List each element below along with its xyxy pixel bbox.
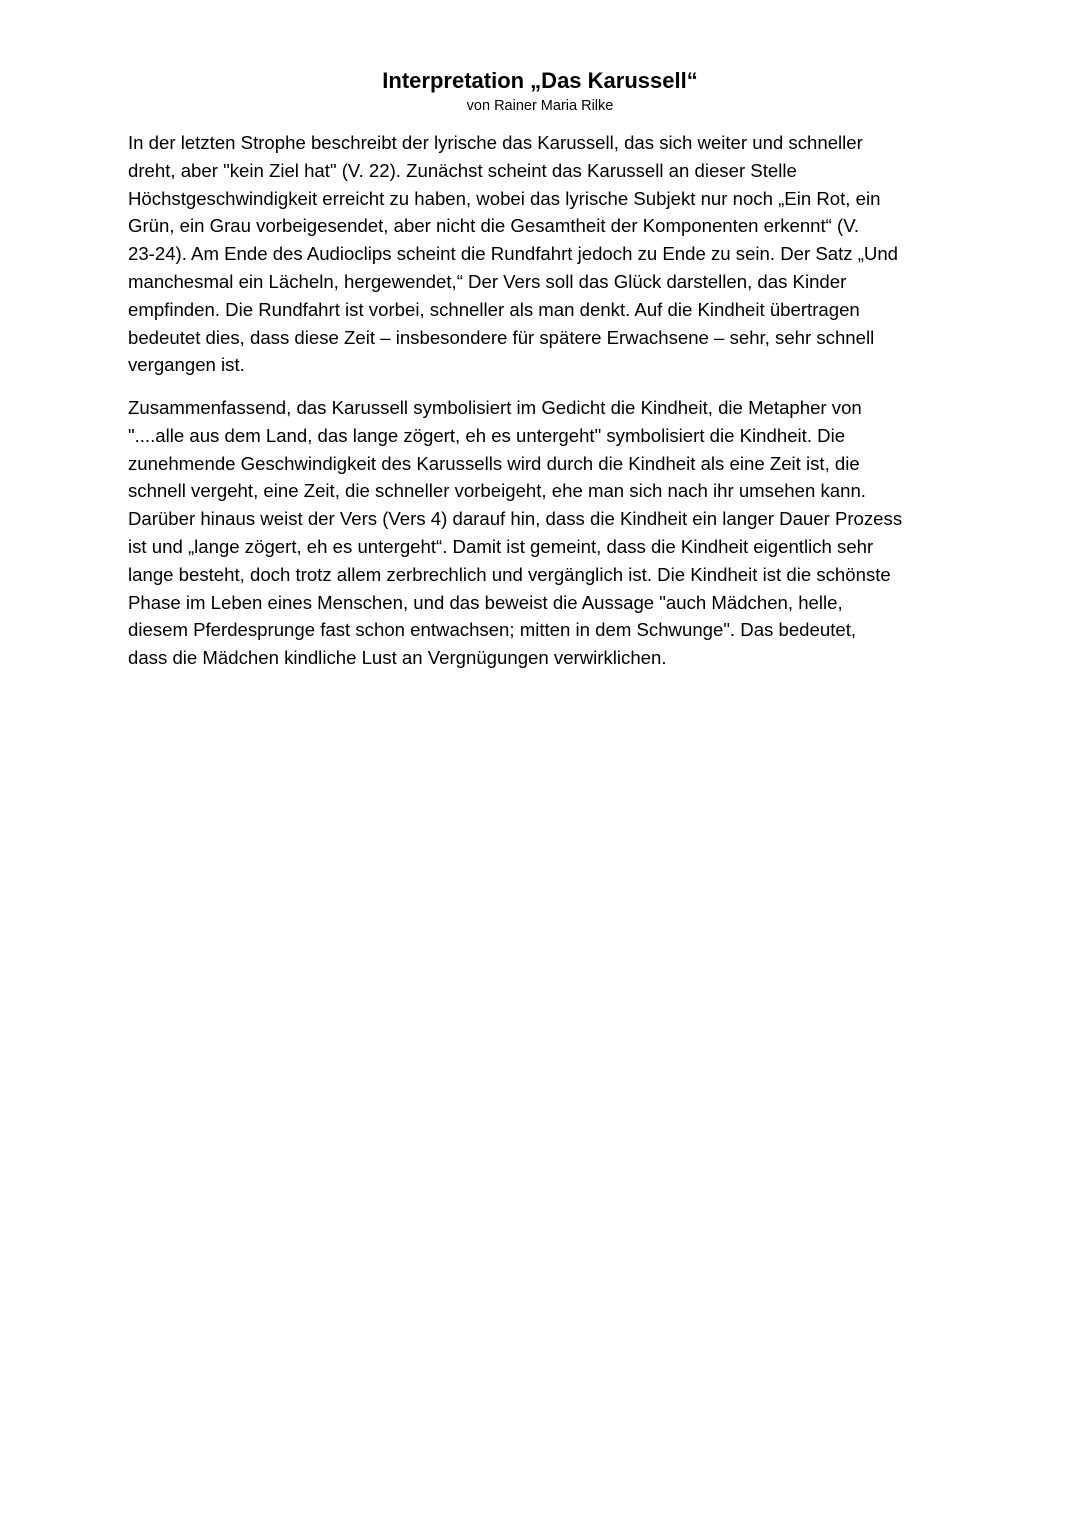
paragraph-line: "....alle aus dem Land, das lange zögert, eh es untergeht" symbolisiert die Kindheit. Die xyxy=(128,424,846,446)
paragraph-line: vergangen ist. xyxy=(128,354,245,376)
paragraph-line: schnell vergeht, eine Zeit, die schneller vorbeigeht, ehe man sich nach ihr umsehen kann. xyxy=(128,480,866,502)
paragraph-line: zunehmende Geschwindigkeit des Karussells wird durch die Kindheit als eine Zeit ist, die xyxy=(128,452,860,474)
paragraph-line: Höchstgeschwindigkeit erreicht zu haben, wobei das lyrische Subjekt nur noch „Ein Rot, ein xyxy=(128,187,881,209)
paragraph-1 xyxy=(128,129,963,379)
paragraph-line: Darüber hinaus weist der Vers (Vers 4) darauf hin, dass die Kindheit ein langer Dauer Prozess xyxy=(128,508,903,530)
paragraph-2 xyxy=(128,394,963,672)
document-title: Interpretation „Das Karussell“ xyxy=(382,68,698,93)
paragraph-line: ist und „lange zögert, eh es untergeht“. Damit ist gemeint, dass die Kindheit eigentlich sehr xyxy=(128,535,874,557)
paragraph-line: empfinden. Die Rundfahrt ist vorbei, schneller als man denkt. Auf die Kindheit übertragen xyxy=(128,298,860,320)
paragraph-line: Phase im Leben eines Menschen, und das beweist die Aussage "auch Mädchen, helle, xyxy=(128,591,843,613)
paragraph-line: diesem Pferdesprunge fast schon entwachsen; mitten in dem Schwunge". Das bedeutet, xyxy=(128,619,857,641)
paragraph-line: dass die Mädchen kindliche Lust an Vergnügungen verwirklichen. xyxy=(128,647,667,669)
paragraph-line: lange besteht, doch trotz allem zerbrechlich und vergänglich ist. Die Kindheit ist die schönste xyxy=(128,563,891,585)
paragraph-line: Zusammenfassend, das Karussell symbolisiert im Gedicht die Kindheit, die Metapher von xyxy=(128,397,862,418)
paragraph-line: Grün, ein Grau vorbeigesendet, aber nicht die Gesamtheit der Komponenten erkennt“ (V. xyxy=(128,215,860,237)
document-subtitle: von Rainer Maria Rilke xyxy=(466,98,614,114)
paragraph-line: bedeutet dies, dass diese Zeit – insbesondere für spätere Erwachsene – sehr, sehr schnell xyxy=(128,326,875,348)
paragraph-line: 23-24). Am Ende des Audioclips scheint die Rundfahrt jedoch zu Ende zu sein. Der Satz „Und xyxy=(128,243,899,265)
paragraph-line: manchesmal ein Lächeln, hergewendet,“ Der Vers soll das Glück darstellen, das Kinder xyxy=(128,270,847,292)
paragraph-line: dreht, aber "kein Ziel hat" (V. 22). Zunächst scheint das Karussell an dieser Stelle xyxy=(128,159,797,181)
paragraph-line: In der letzten Strophe beschreibt der lyrische das Karussell, das sich weiter und schneller xyxy=(128,132,863,153)
